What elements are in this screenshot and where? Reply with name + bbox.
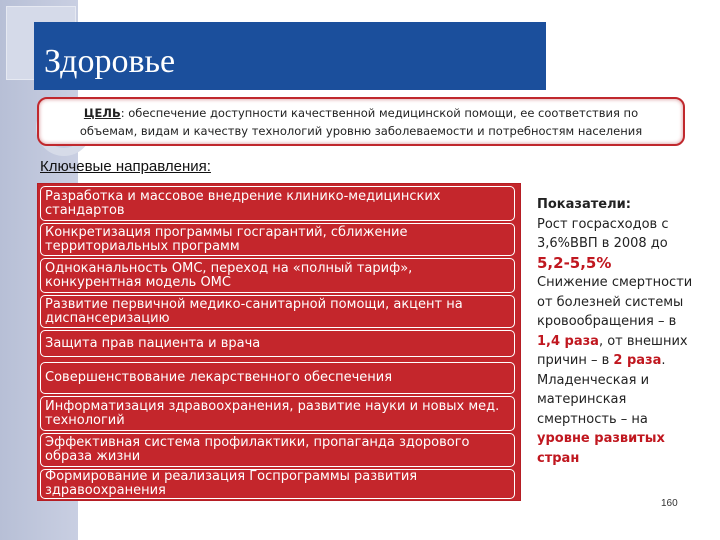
- goal-line-1: [39, 104, 683, 122]
- goal-line-2: объемам, видам и качеству технологий уровню заболеваемости и потребностям населения: [79, 124, 643, 138]
- indicator-mortality-value-1: 1,4 раза: [537, 333, 599, 349]
- indicators-panel: [537, 195, 697, 468]
- direction-item: Развитие первичной медико-санитарной помощи, акцент на диспансеризацию: [40, 295, 515, 328]
- indicator-mortality: [537, 273, 697, 371]
- direction-item: Одноканальность ОМС, переход на «полный тариф», конкурентная модель ОМС: [40, 258, 515, 293]
- indicator-infant-value: уровне развитых стран: [537, 431, 665, 466]
- indicator-mortality-value-2: 2 раза: [613, 353, 662, 368]
- indicator-mortality-text-2: , от внешних причин – в: [537, 333, 688, 368]
- direction-item: Эффективная система профилактики, пропаганда здорового образа жизни: [40, 433, 515, 467]
- goal-text-1: : обеспечение доступности качественной медицинской помощи, ее соответствия по: [120, 106, 639, 120]
- directions-panel: [37, 183, 521, 501]
- direction-item: Защита прав пациента и врача: [40, 330, 515, 357]
- section-heading: Ключевые направления:: [40, 158, 211, 175]
- indicators-heading: Показатели:: [537, 197, 631, 212]
- goal-box: [37, 97, 685, 146]
- slide-title: Здоровье: [44, 43, 176, 80]
- indicator-budget: [537, 215, 697, 274]
- page-number: 160: [661, 498, 678, 509]
- indicator-mortality-end: .: [661, 353, 666, 368]
- direction-item: Конкретизация программы госгарантий, сближение территориальных программ: [40, 223, 515, 256]
- direction-item: Совершенствование лекарственного обеспечения: [40, 362, 515, 394]
- indicator-budget-text: Рост госрасходов с 3,6%ВВП в 2008 до: [537, 216, 669, 251]
- direction-item: Формирование и реализация Госпрограммы развития здравоохранения: [40, 469, 515, 499]
- direction-item: Информатизация здравоохранения, развитие науки и новых мед. технологий: [40, 396, 515, 431]
- goal-label: ЦЕЛЬ: [83, 106, 121, 120]
- direction-item: Разработка и массовое внедрение клинико-медицинских стандартов: [40, 186, 515, 221]
- indicator-mortality-text: Снижение смертности от болезней системы кровообращения – в: [537, 275, 693, 329]
- title-bar: [34, 22, 546, 90]
- indicator-infant: [537, 371, 697, 469]
- indicator-budget-value: 5,2-5,5%: [537, 253, 612, 272]
- indicator-infant-text: Младенческая и материнская смертность – на: [537, 372, 650, 427]
